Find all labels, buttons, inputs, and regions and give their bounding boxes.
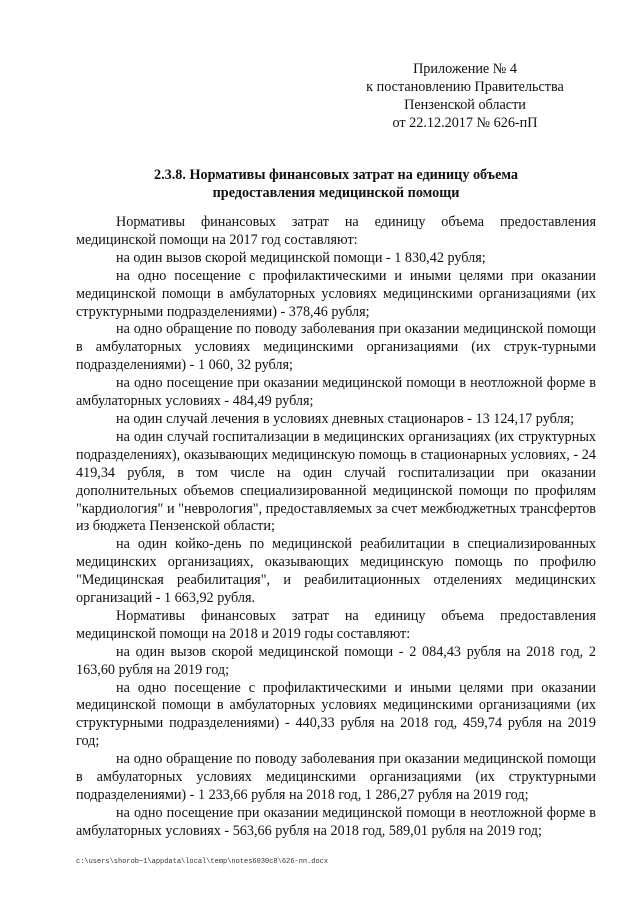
appendix-line: к постановлению Правительства bbox=[366, 79, 564, 95]
heading-line: 2.3.8. Нормативы финансовых затрат на единицу объема bbox=[153, 167, 519, 183]
paragraph: на одно посещение при оказании медицинской помощи в неотложной форме в амбулаторных условиях - 484,49 рубля; bbox=[76, 375, 596, 410]
paragraph: на один вызов скорой медицинской помощи - 1 830,42 рубля; bbox=[116, 249, 486, 266]
paragraph: на одно посещение при оказании медицинской помощи в неотложной форме в амбулаторных условиях - 563,66 рубля на 2018 год, 589,01 рубля на 2019 год; bbox=[76, 804, 596, 839]
paragraph: на один случай лечения в условиях дневных стационаров - 13 124,17 рубля; bbox=[116, 410, 575, 427]
paragraph: Нормативы финансовых затрат на единицу объема предоставления медицинской помощи на 2017 год составляют: bbox=[76, 214, 596, 248]
appendix-line: Приложение № 4 bbox=[413, 61, 517, 77]
paragraph: на одно посещение с профилактическими и иными целями при оказании медицинской помощи в амбулаторных условиях медицинскими организациями (их структурными подразделениями) - 440,33 рубля на 2018 год, 459,74 рубля на 2019 год; bbox=[76, 679, 596, 750]
paragraph: на одно посещение с профилактическими и иными целями при оказании медицинской помощи в амбулаторных условиях медицинскими организациями (их структурными подразделениями) - 378,46 рубля; bbox=[76, 267, 596, 320]
heading-line: предоставления медицинской помощи bbox=[212, 185, 460, 201]
paragraph: Нормативы финансовых затрат на единицу объема предоставления медицинской помощи на 2018 и 2019 годы составляют: bbox=[76, 607, 596, 642]
paragraph: на одно обращение по поводу заболевания при оказании медицинской помощи в амбулаторных условиях медицинскими организациями (их струк-турными подразделениями) - 1 060, 32 рубля; bbox=[76, 321, 596, 374]
appendix-block bbox=[340, 60, 590, 132]
paragraph: на одно обращение по поводу заболевания при оказании медицинской помощи в амбулаторных условиях медицинскими организациями (их структурными подразделениями) - 1 233,66 рубля на 2018 год, 1 286,27 рубля на 2019 год; bbox=[76, 751, 596, 803]
section-heading bbox=[76, 166, 596, 202]
appendix-line: от 22.12.2017 № 626-пП bbox=[392, 115, 538, 131]
file-path-footer: c:\users\shorob~1\appdata\local\temp\notes6030c8\626-пп.docx bbox=[76, 858, 329, 866]
paragraph: на один вызов скорой медицинской помощи - 2 084,43 рубля на 2018 год, 2 163,60 рубля на 2019 год; bbox=[76, 643, 596, 678]
document-body bbox=[76, 214, 596, 841]
paragraph: на один случай госпитализации в медицинских организациях (их структурных подразделениях), оказывающих медицинскую помощь в стационарных условиях, - 24 419,34 рубля, в том числе на один случай госпитализации при оказании дополнительных объемов специализированной медицинской помощи по профилям "кардиология" и "неврология", предоставляемых за счет межбюджетных трансфертов из бюджета Пензенской области; bbox=[76, 428, 596, 535]
paragraph: на один койко-день по медицинской реабилитации в специализированных медицинских организациях, оказывающих медицинскую помощь по профилю "Медицинская реабилитация", и реабилитационных отделениях медицинских организаций - 1 663,92 рубля. bbox=[76, 536, 596, 607]
appendix-line: Пензенской области bbox=[404, 97, 526, 113]
